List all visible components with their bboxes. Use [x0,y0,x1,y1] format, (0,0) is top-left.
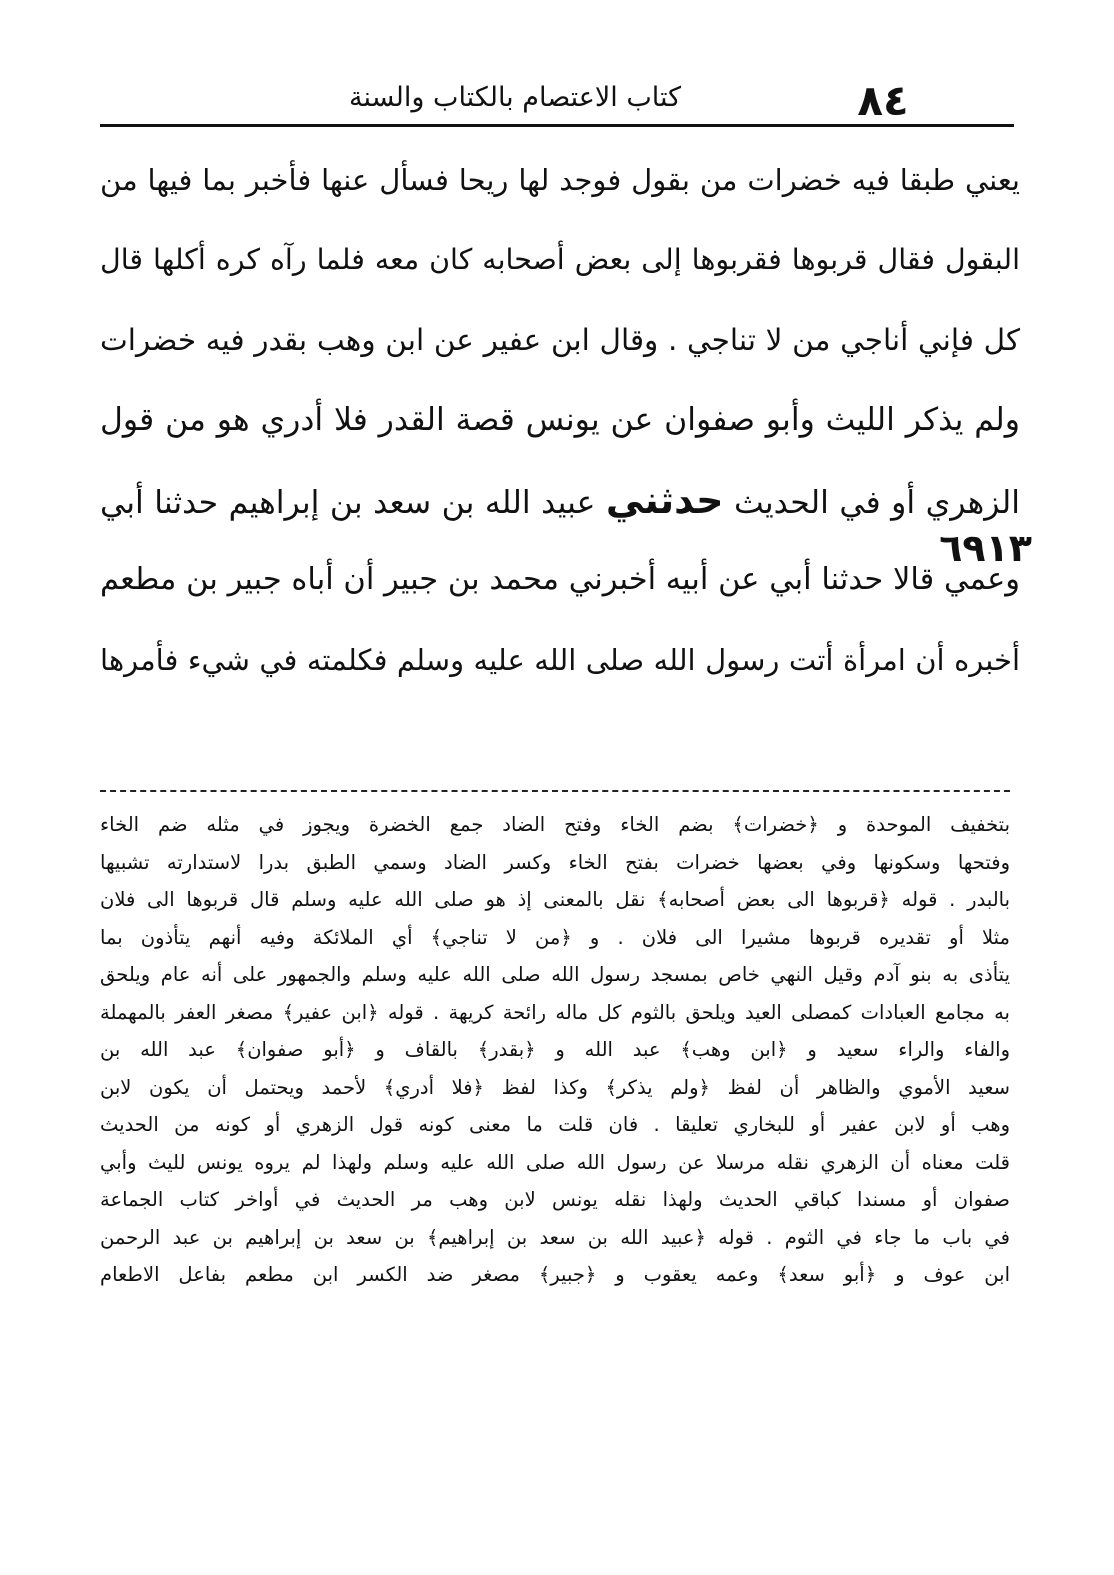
commentary-line: بتخفيف الموحدة و ﴿خضرات﴾ بضم الخاء وفتح الضاد جمع الخضرة ويجوز في مثله ضم الخاء [100,813,1010,836]
main-line-5-start: الزهري أو في الحديث [733,485,1020,521]
haddathani-marker: حدثني [605,478,724,522]
commentary-line: به مجامع العبادات كمصلى العيد ويلحق بالثوم كل ماله رائحة كريهة . قوله ﴿ابن عفير﴾ مصغر العفر بالمهملة [100,1000,1010,1024]
commentary-line: يتأذى به بنو آدم وقيل النهي خاص بمسجد رسول الله صلى الله عليه وسلم والجمهور على أنه عام ويلحق [100,963,1010,986]
running-title: كتاب الاعتصام بالكتاب والسنة [348,82,682,113]
commentary-line: ابن عوف و ﴿أبو سعد﴾ وعمه يعقوب و ﴿جبير﴾ مصغر ضد الكسر ابن مطعم بفاعل الاطعام [100,1263,1010,1286]
main-line-6: وعمي قالا حدثنا أبي عن أبيه أخبرني محمد بن جبير أن أباه جبير بن مطعم [100,562,1020,597]
commentary-line: وفتحها وسكونها وفي بعضها خضرات بفتح الخاء وكسر الضاد وسمي الطبق بدرا لاستدارته تشبيها [100,850,1010,874]
commentary-line: والفاء والراء سعيد و ﴿ابن وهب﴾ عبد الله و ﴿بقدر﴾ بالقاف و ﴿أبو صفوان﴾ عبد الله بن [100,1038,1010,1061]
main-text [100,140,1020,700]
commentary-line: صفوان أو مسندا كباقي الحديث ولهذا نقله يونس لابن وهب مر الحديث في أواخر كتاب الجماعة [100,1188,1010,1211]
main-line-7: أخبره أن امرأة أتت رسول الله صلى الله عليه وسلم فكلمته في شيء فأمرها [100,643,1020,677]
commentary-line: قلت معناه أن الزهري نقله مرسلا عن رسول الله صلى الله عليه وسلم ولهذا لم يروه يونس لليث وأبي [100,1150,1010,1174]
hadith-number: ٦٩١٣ [939,526,1032,570]
main-line-3: كل فإني أناجي من لا تناجي . وقال ابن عفير عن ابن وهب بقدر فيه خضرات [100,323,1020,357]
commentary-separator [100,790,1010,792]
commentary-line: وهب أو لابن عفير أو للبخاري تعليقا . فان قلت ما معنى كونه قول الزهري أو كونه من الحديث [100,1113,1010,1136]
main-line-1: يعني طبقا فيه خضرات من بقول فوجد لها ريحا فسأل عنها فأخبر بما فيها من [100,163,1020,197]
main-line-4: ولم يذكر الليث وأبو صفوان عن يونس قصة القدر فلا أدري هو من قول [100,402,1020,438]
main-line-5-end: عبيد الله بن سعد بن إبراهيم حدثنا أبي [100,485,596,521]
main-line-5 [100,460,1020,540]
commentary [100,806,1010,1294]
main-line-2: البقول فقال قربوها فقربوها إلى بعض أصحابه كان معه فلما رآه كره أكلها قال [100,243,1020,276]
commentary-line: سعيد الأموي والظاهر أن لفظ ﴿ولم يذكر﴾ وكذا لفظ ﴿فلا أدري﴾ لأحمد ويحتمل أن يكون لابن [100,1075,1010,1099]
page-number: ٨٤ [857,76,909,125]
commentary-line: في باب ما جاء في الثوم . قوله ﴿عبيد الله بن سعد بن إبراهيم﴾ بن سعد بن إبراهيم بن عبد الرحمن [100,1225,1010,1249]
header-rule [100,124,1014,127]
commentary-line: مثلا أو تقديره قربوها مشيرا الى فلان . و ﴿من لا تناجي﴾ أي الملائكة وفيه أنهم يتأذون بما [100,925,1010,949]
commentary-line: بالبدر . قوله ﴿قربوها الى بعض أصحابه﴾ نقل بالمعنى إذ هو صلى الله عليه وسلم قال قربوها الى فلان [100,888,1010,911]
